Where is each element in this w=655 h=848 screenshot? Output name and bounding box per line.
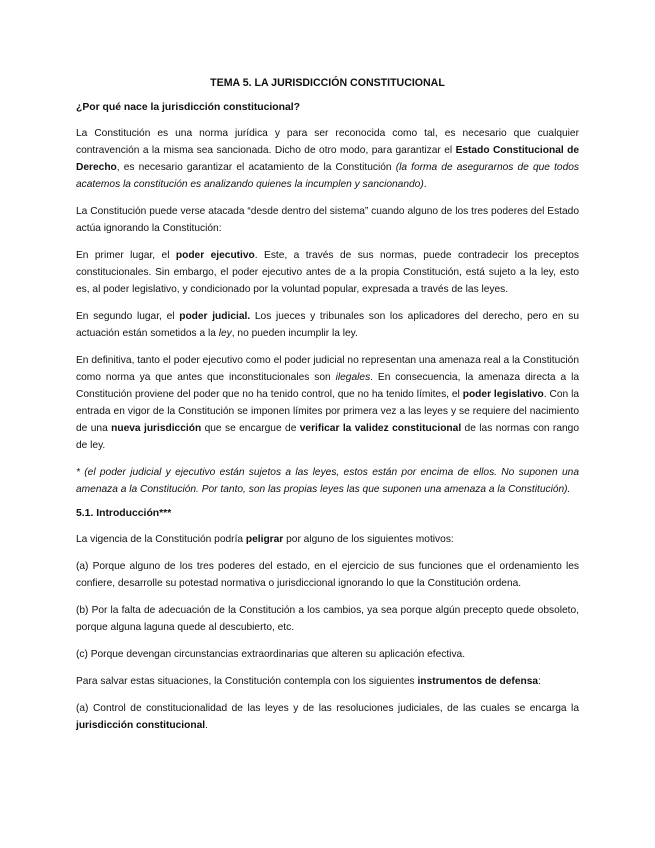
- paragraph-3: En primer lugar, el poder ejecutivo. Este, a través de sus normas, puede contradecir los preceptos constitucionales. Sin embargo, el poder ejecutivo antes de a la propia Constitución, está sujeto a la ley, esto es, al poder legislativo, y condicionado por la voluntad popular, expresada a través de las leyes.: [76, 250, 579, 295]
- bold-term: nueva jurisdicción: [111, 423, 202, 434]
- paragraph-5: En definitiva, tanto el poder ejecutivo como el poder judicial no representan una amenaza real a la Constitución como norma ya que antes que inconstitucionales son ilegales. En consecuencia, la amenaza directa a la Constitución proviene del poder que no ha tenido control, que no ha tenido límites, el poder legislativo. Con la entrada en vigor de la Constitución se imponen límites por primera vez a las leyes y se requiere del nacimiento de una nueva jurisdicción que se encargue de verificar la validez constitucional de las normas con rango de ley.: [76, 355, 580, 451]
- bold-term: instrumentos de defensa: [417, 676, 539, 687]
- bold-term: poder judicial.: [179, 311, 251, 322]
- paragraph-4: En segundo lugar, el poder judicial. Los jueces y tribunales son los aplicadores del derecho, pero en su actuación están sometidos a la ley, no pueden incumplir la ley.: [76, 311, 579, 339]
- section-heading-5-1: 5.1. Introducción***: [76, 508, 172, 519]
- bold-term: verificar la validez constitucional: [299, 423, 462, 434]
- bold-term: poder legislativo: [462, 389, 544, 400]
- italic-note: (la forma de asegurarnos de que todos acatemos la constitución es analizando quienes la incumplen y sancionando): [76, 162, 579, 190]
- list-item-b: (b) Por la falta de adecuación de la Constitución a los cambios, ya sea porque algún precepto quede obsoleto, porque alguna laguna quede al descubierto, etc.: [76, 605, 579, 633]
- bold-term: jurisdicción constitucional: [76, 720, 206, 731]
- paragraph-11: (a) Control de constitucionalidad de las leyes y de las resoluciones judiciales, de las cuales se encarga la jurisdicción constitucional.: [76, 703, 579, 731]
- bold-term: Estado Constitucional de Derecho: [76, 145, 579, 173]
- bold-term: peligrar: [245, 534, 284, 545]
- bold-term: poder ejecutivo: [175, 250, 255, 261]
- page-title: TEMA 5. LA JURISDICCIÓN CONSTITUCIONAL: [210, 77, 445, 89]
- paragraph-2: La Constitución puede verse atacada “desde dentro del sistema” cuando alguno de los tres poderes del Estado actúa ignorando la Constitución:: [76, 206, 579, 234]
- paragraph-1: La Constitución es una norma jurídica y para ser reconocida como tal, es necesario que cualquier contravención a la misma sea sancionada. Dicho de otro modo, para garantizar el Estado Constitucional de Derecho, es necesario garantizar el acatamiento de la Constitución (la forma de asegurarnos de que todos acatemos la constitución es analizando quienes la incumplen y sancionando).: [76, 128, 579, 190]
- italic-footnote: * (el poder judicial y ejecutivo están sujetos a las leyes, estos están por encima de ellos. No suponen una amenaza a la Constitución. Por tanto, son las propias leyes las que suponen una amenaza a la Constitución).: [76, 467, 579, 495]
- list-item-c: (c) Porque devengan circunstancias extraordinarias que alteren su aplicación efectiva.: [76, 649, 466, 660]
- list-item-a: (a) Porque alguno de los tres poderes del estado, en el ejercicio de sus funciones que el ordenamiento les confiere, desarrolle su potestad normativa o jurisdiccional ignorando lo que la Constitución ordena.: [76, 561, 579, 589]
- paragraph-6: La vigencia de la Constitución podría peligrar por alguno de los siguientes motivos:: [76, 534, 454, 545]
- question-heading: ¿Por qué nace la jurisdicción constitucional?: [76, 102, 301, 113]
- paragraph-10: Para salvar estas situaciones, la Constitución contempla con los siguientes instrumentos de defensa:: [76, 676, 541, 687]
